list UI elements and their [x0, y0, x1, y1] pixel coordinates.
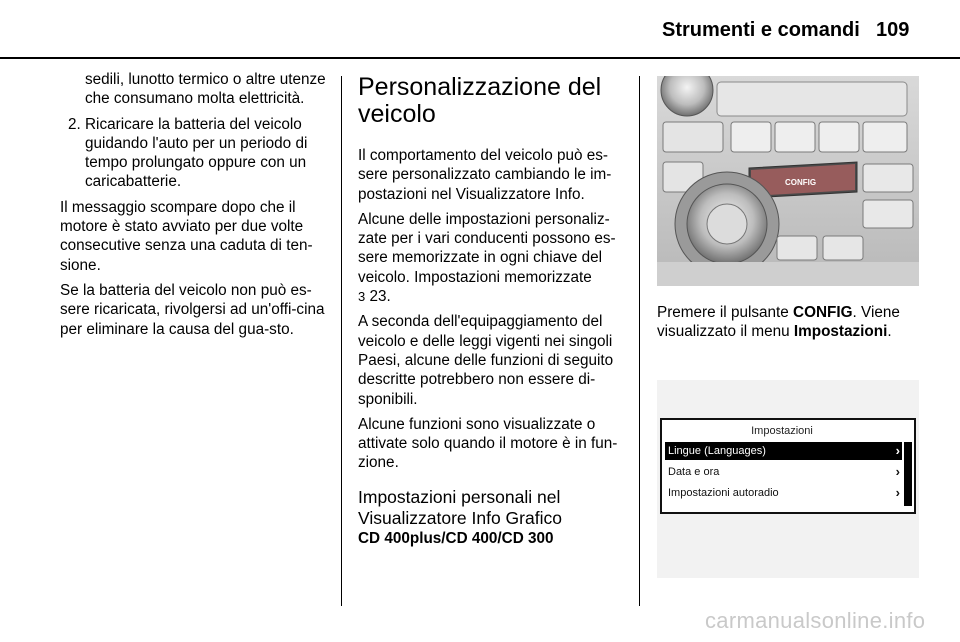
section-title: Strumenti e comandi [662, 19, 860, 41]
paragraph: A seconda dell'equipaggiamento del veicolo e delle leggi vigenti nei singoli Paesi, alcune delle funzioni di seguito descritte potrebbero non essere di-sponibili. [358, 313, 614, 408]
chevron-right-icon: › [895, 463, 900, 479]
watermark: carmanualsonline.info [705, 608, 926, 633]
page-reference[interactable]: 23. [369, 288, 391, 306]
column-3 [657, 70, 921, 578]
paragraph [358, 210, 624, 306]
chevron-right-icon: › [895, 484, 900, 500]
screen-menu-row[interactable]: Lingue (Languages) › [665, 442, 902, 460]
config-term: CONFIG [793, 304, 853, 321]
header-rule [0, 57, 960, 59]
paragraph-text: Alcune delle impostazioni personaliz-zate per i vari conducenti possono es-sere memorizzate in ogni chiave del veicolo. Impostazioni memorizzate [358, 210, 616, 286]
menu-term: Impostazioni [793, 323, 888, 341]
paragraph: Il comportamento del veicolo può es-sere personalizzato cambiando le im-postazioni nel Visualizzatore Info. [358, 147, 612, 203]
paragraph: Alcune funzioni sono visualizzate o attivate solo quando il motore è in fun-zione. [358, 415, 618, 472]
page-header [0, 0, 960, 56]
paragraph: Se la batteria del veicolo non può es-sere ricaricata, rivolgersi ad un'offi-cina per eliminare la causa del gua-sto. [60, 281, 325, 338]
column-2 [358, 70, 624, 554]
page-reference-icon: 3 [358, 289, 366, 305]
settings-screen-illustration [657, 380, 919, 578]
column-1 [60, 70, 328, 345]
screen-scrollbar[interactable] [904, 442, 912, 506]
paragraph: Il messaggio scompare dopo che il motore è stato avviato per due volte consecutive senza una caduta di ten-sione. [60, 198, 313, 274]
chevron-right-icon: › [895, 442, 900, 458]
section-heading: Personalizzazione del veicolo [358, 73, 602, 128]
screen-menu-row[interactable]: Data e ora › [668, 463, 900, 479]
config-button-label: CONFIG [785, 178, 817, 187]
list-item [60, 115, 328, 192]
continued-list-text: sedili, lunotto termico o altre utenze che consumano molta elettricità. [85, 71, 326, 108]
photo-caption: Premere il pulsante CONFIG. Viene visualizzato il menu Impostazioni. [657, 304, 900, 341]
screen-title: Impostazioni [751, 424, 813, 437]
subsection-heading: Impostazioni personali nel Visualizzatore Info Grafico [358, 486, 562, 528]
control-panel-photo [657, 76, 919, 286]
list-item-text: Ricaricare la batteria del veicolo guidando l'auto per un periodo di tempo prolungato oppure con un caricabatterie. [85, 115, 308, 191]
model-line: CD 400plus/CD 400/CD 300 [358, 529, 554, 547]
screen-menu-row[interactable]: Impostazioni autoradio › [668, 484, 900, 500]
page-number: 109 [876, 19, 910, 41]
control-panel-illustration [657, 76, 919, 286]
column-divider-2 [639, 76, 640, 606]
column-divider-1 [341, 76, 342, 606]
settings-screen [660, 418, 916, 514]
list-number: 2. [68, 115, 81, 133]
